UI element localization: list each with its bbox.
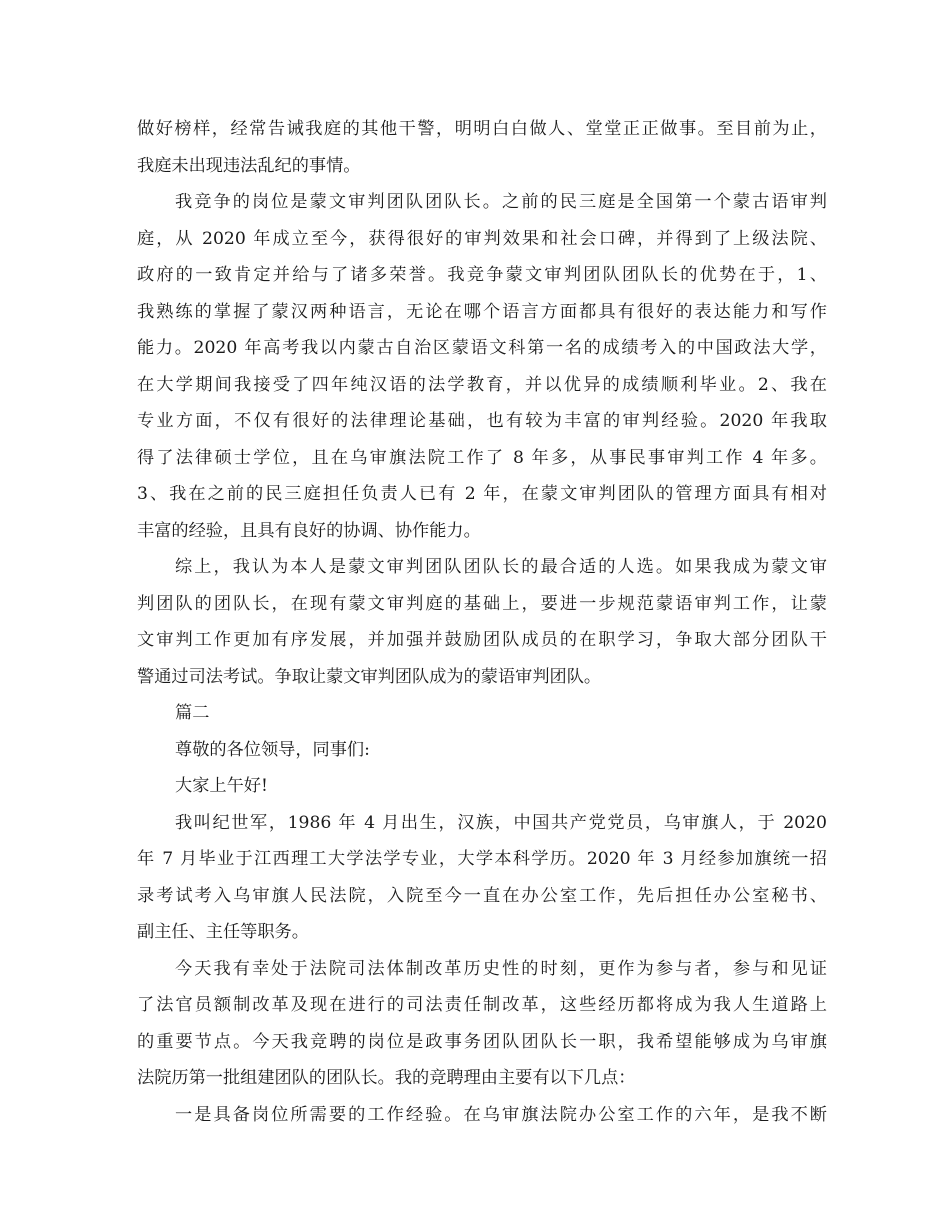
paragraph-start-line: 一是具备岗位所需要的工作经验。在乌审旗法院办公室工作的六年，是我不断 — [175, 1104, 827, 1125]
text-line: 庭，从 2020 年成立至今，获得很好的审判效果和社会口碑，并得到了上级法院、 — [137, 228, 827, 249]
text-line: 了法官员额制改革及现在进行的司法责任制改革，这些经历都将成为我人生道路上 — [137, 995, 827, 1015]
text-line: 在大学期间我接受了四年纯汉语的法学教育，并以优异的成绩顺利毕业。2、我在 — [137, 374, 827, 395]
text-line: 副主任、主任等职务。 — [137, 922, 309, 942]
text-line: 能力。2020 年高考我以内蒙古自治区蒙语文科第一名的成绩考入的中国政法大学， — [137, 338, 827, 358]
text-line: 警通过司法考试。争取让蒙文审判团队成为的蒙语审判团队。 — [137, 666, 602, 687]
text-line: 的重要节点。今天我竞聘的岗位是政事务团队团队长一职，我希望能够成为乌审旗 — [137, 1031, 827, 1052]
text-line: 文审判工作更加有序发展，并加强并鼓励团队成员的在职学习，争取大部分团队干 — [137, 630, 827, 650]
document-body — [137, 111, 827, 1133]
text-line: 录考试考入乌审旗人民法院，入院至今一直在办公室工作，先后担任办公室秘书、 — [137, 885, 827, 906]
paragraph-start-line: 今天我有幸处于法院司法体制改革历史性的时刻，更作为参与者，参与和见证 — [175, 958, 827, 979]
text-line: 得了法律硕士学位，且在乌审旗法院工作了 8 年多，从事民事审判工作 4 年多。 — [137, 447, 827, 468]
text-line: 政府的一致肯定并给与了诸多荣誉。我竞争蒙文审判团队团队长的优势在于，1、 — [137, 265, 827, 285]
salutation-line: 尊敬的各位领导，同事们: — [175, 739, 370, 760]
text-line: 丰富的经验，且具有良好的协调、协作能力。 — [137, 520, 481, 541]
text-line: 专业方面，不仅有很好的法律理论基础，也有较为丰富的审判经验。2020 年我取 — [137, 411, 827, 431]
text-line: 做好榜样，经常告诫我庭的其他干警，明明白白做人、堂堂正正做事。至目前为止， — [137, 119, 827, 139]
text-line: 年 7 月毕业于江西理工大学法学专业，大学本科学历。2020 年 3 月经参加旗统一招 — [137, 849, 827, 869]
section-heading: 篇二 — [175, 703, 210, 723]
text-line: 我庭未出现违法乱纪的事情。 — [137, 155, 361, 176]
text-line: 我熟练的掌握了蒙汉两种语言，无论在哪个语言方面都具有很好的表达能力和写作 — [137, 301, 827, 322]
paragraph-start-line: 我竞争的岗位是蒙文审判团队团队长。之前的民三庭是全国第一个蒙古语审判 — [175, 192, 827, 212]
paragraph-start-line: 我叫纪世军，1986 年 4 月出生，汉族，中国共产党党员，乌审旗人，于 2020 — [175, 812, 827, 833]
paragraph-start-line: 综上，我认为本人是蒙文审判团队团队长的最合适的人选。如果我成为蒙文审 — [175, 557, 827, 577]
text-line: 法院历第一批组建团队的团队长。我的竞聘理由主要有以下几点： — [137, 1068, 636, 1088]
text-line: 3、我在之前的民三庭担任负责人已有 2 年，在蒙文审判团队的管理方面具有相对 — [137, 484, 827, 504]
greeting-line: 大家上午好! — [175, 776, 268, 796]
text-line: 判团队的团队长，在现有蒙文审判庭的基础上，要进一步规范蒙语审判工作，让蒙 — [137, 593, 827, 614]
